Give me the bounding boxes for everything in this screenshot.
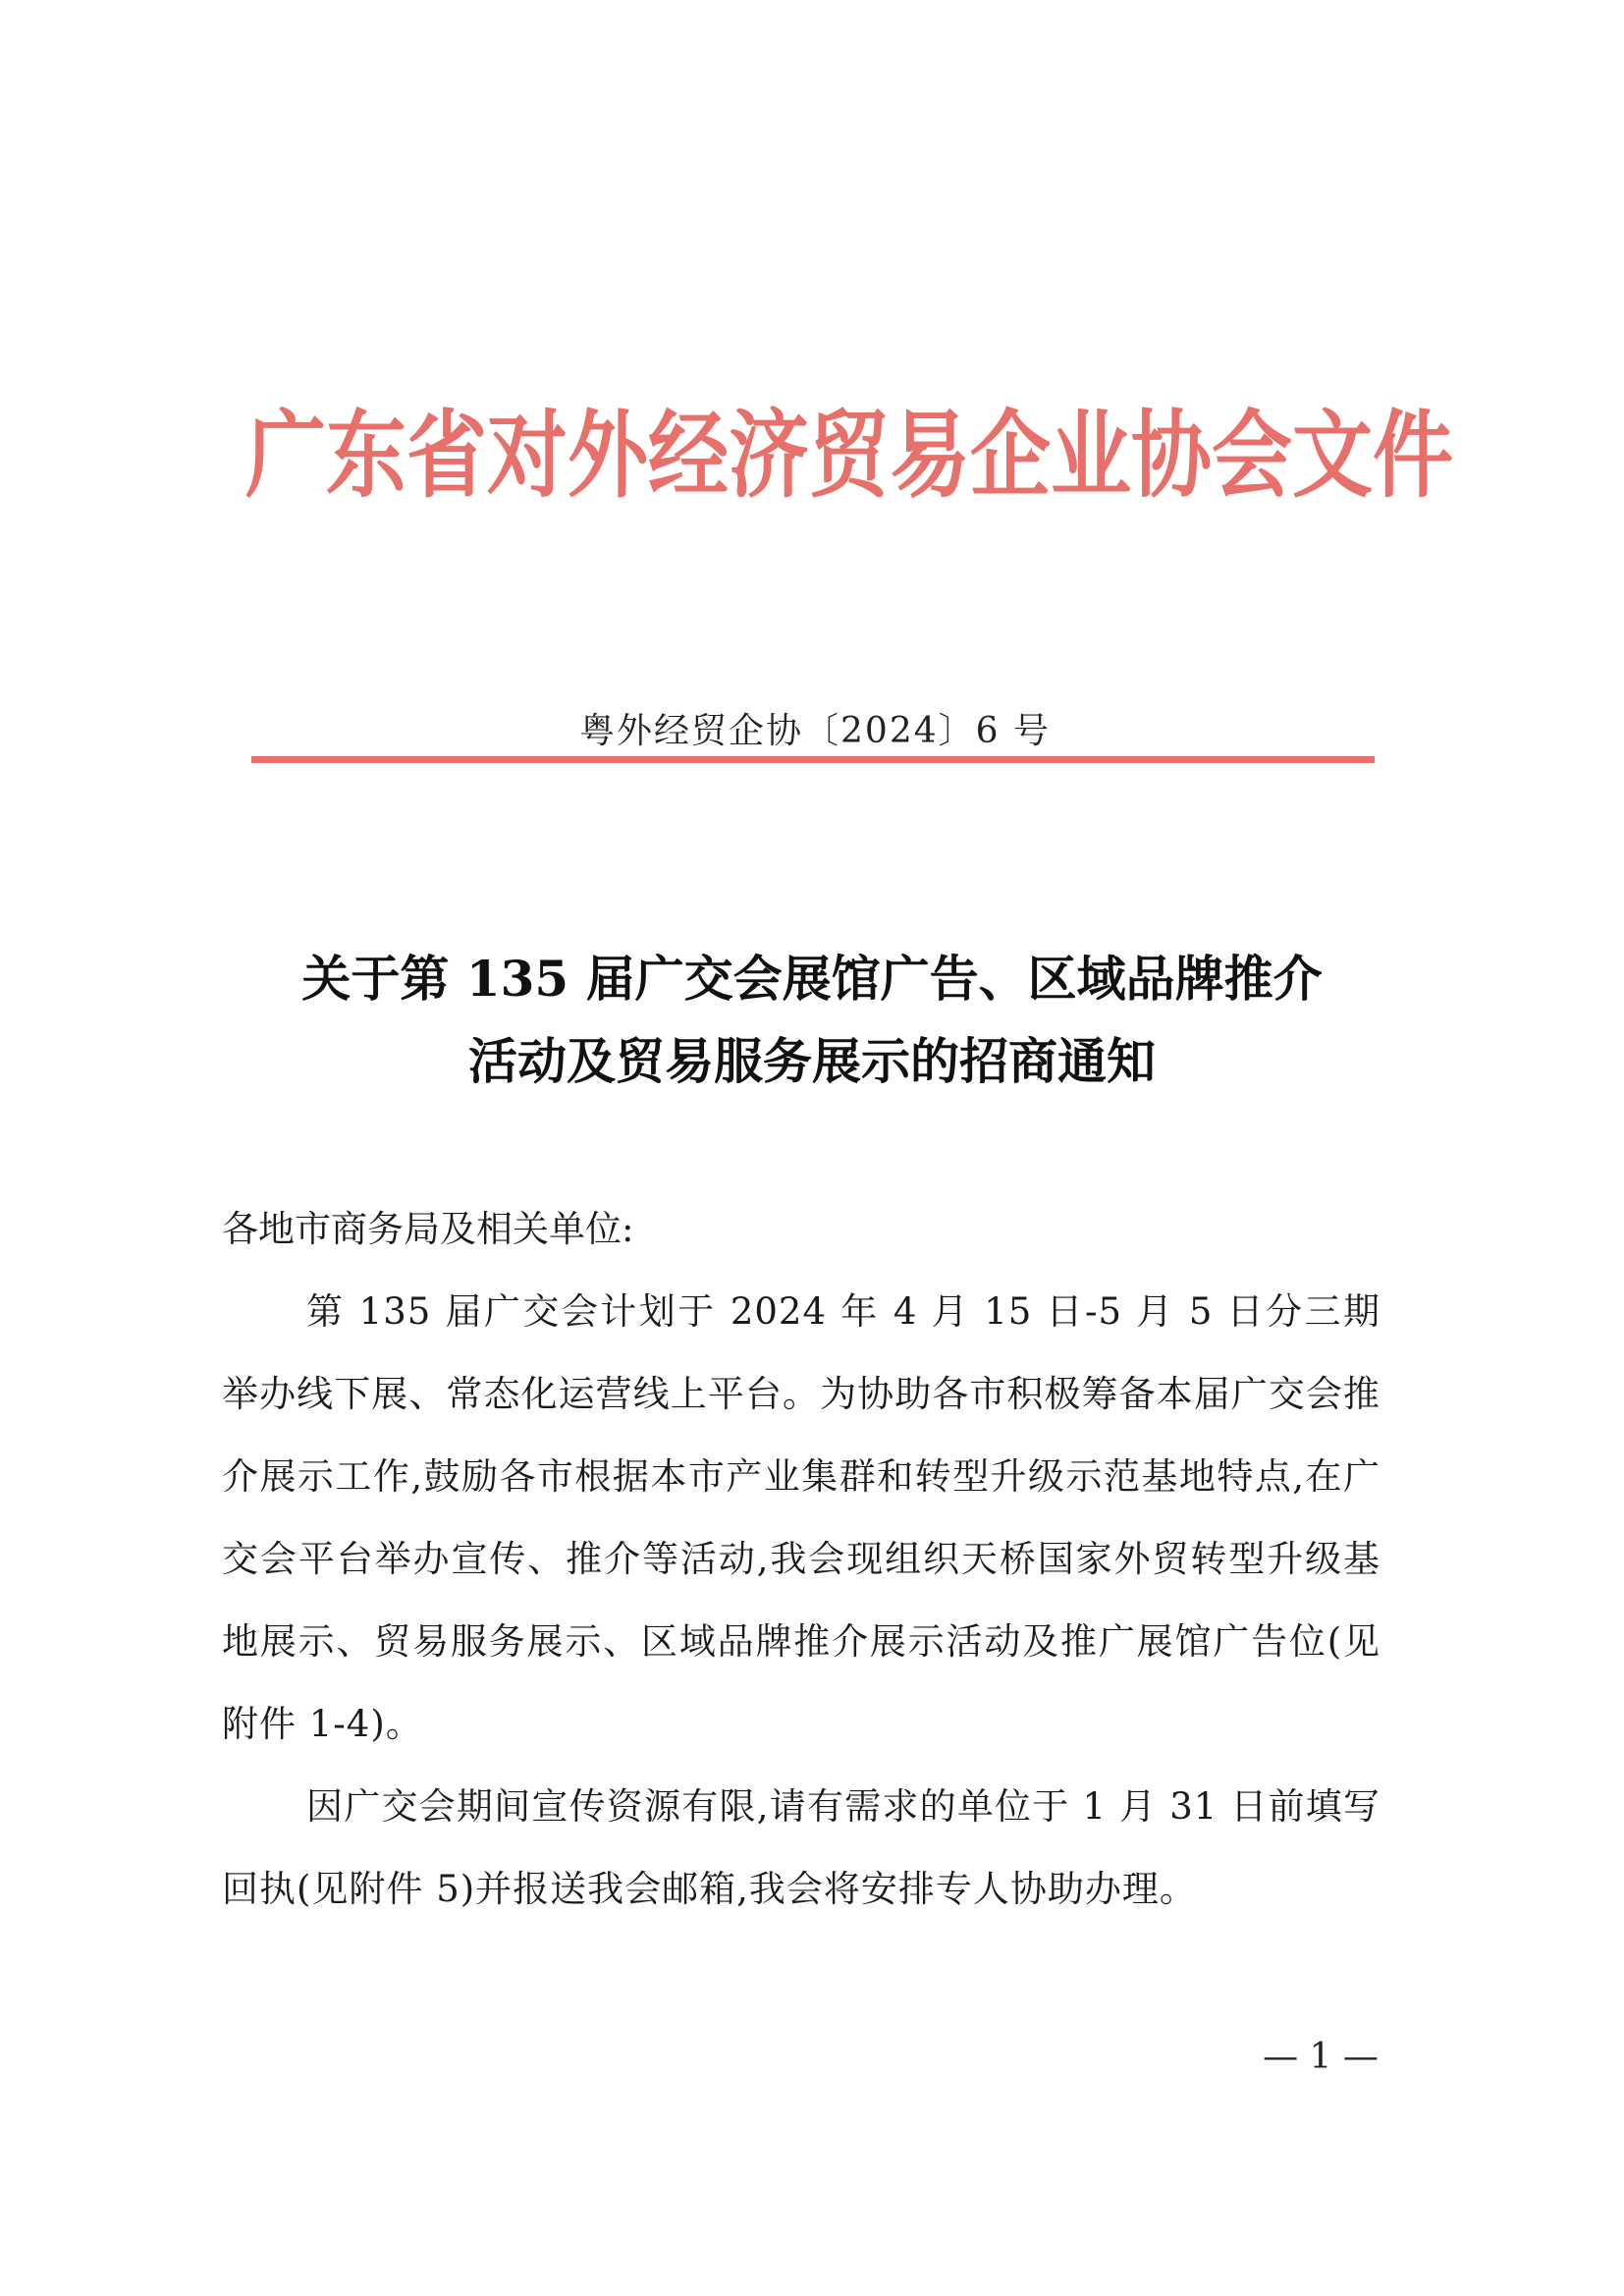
title-line-2: 活动及贸易服务展示的招商通知 bbox=[468, 1032, 1156, 1090]
red-divider-line bbox=[251, 756, 1375, 763]
masthead-title: 广东省对外经济贸易企业协会文件 bbox=[245, 401, 1454, 512]
paragraph-2: 因广交会期间宣传资源有限,请有需求的单位于 1 月 31 日前填写回执(见附件 5)并报送我会邮箱,我会将安排专人协助办理。 bbox=[222, 1785, 1380, 1910]
salutation: 各地市商务局及相关单位: bbox=[222, 1208, 634, 1250]
paragraph-1: 第 135 届广交会计划于 2024 年 4 月 15 日-5 月 5 日分三期举办线下展、常态化运营线上平台。为协助各市积极筹备本届广交会推介展示工作,鼓励各市根据本市产业集群和转型升级示范基地特点,在广交会平台举办宣传、推介等活动,我会现组织天桥国家外贸转型升级基地展示、贸易服务展示、区域品牌推介展示活动及推广展馆广告位(见附件 1-4)。 bbox=[222, 1290, 1380, 1745]
title-line-1: 关于第 135 届广交会展馆广告、区域品牌推介 bbox=[301, 950, 1323, 1008]
body-text bbox=[222, 1188, 1380, 1931]
document-number: 粤外经贸企协〔2024〕6 号 bbox=[579, 711, 1051, 751]
page-number: — 1 — bbox=[1263, 2037, 1379, 2077]
notice-title bbox=[196, 938, 1428, 1103]
